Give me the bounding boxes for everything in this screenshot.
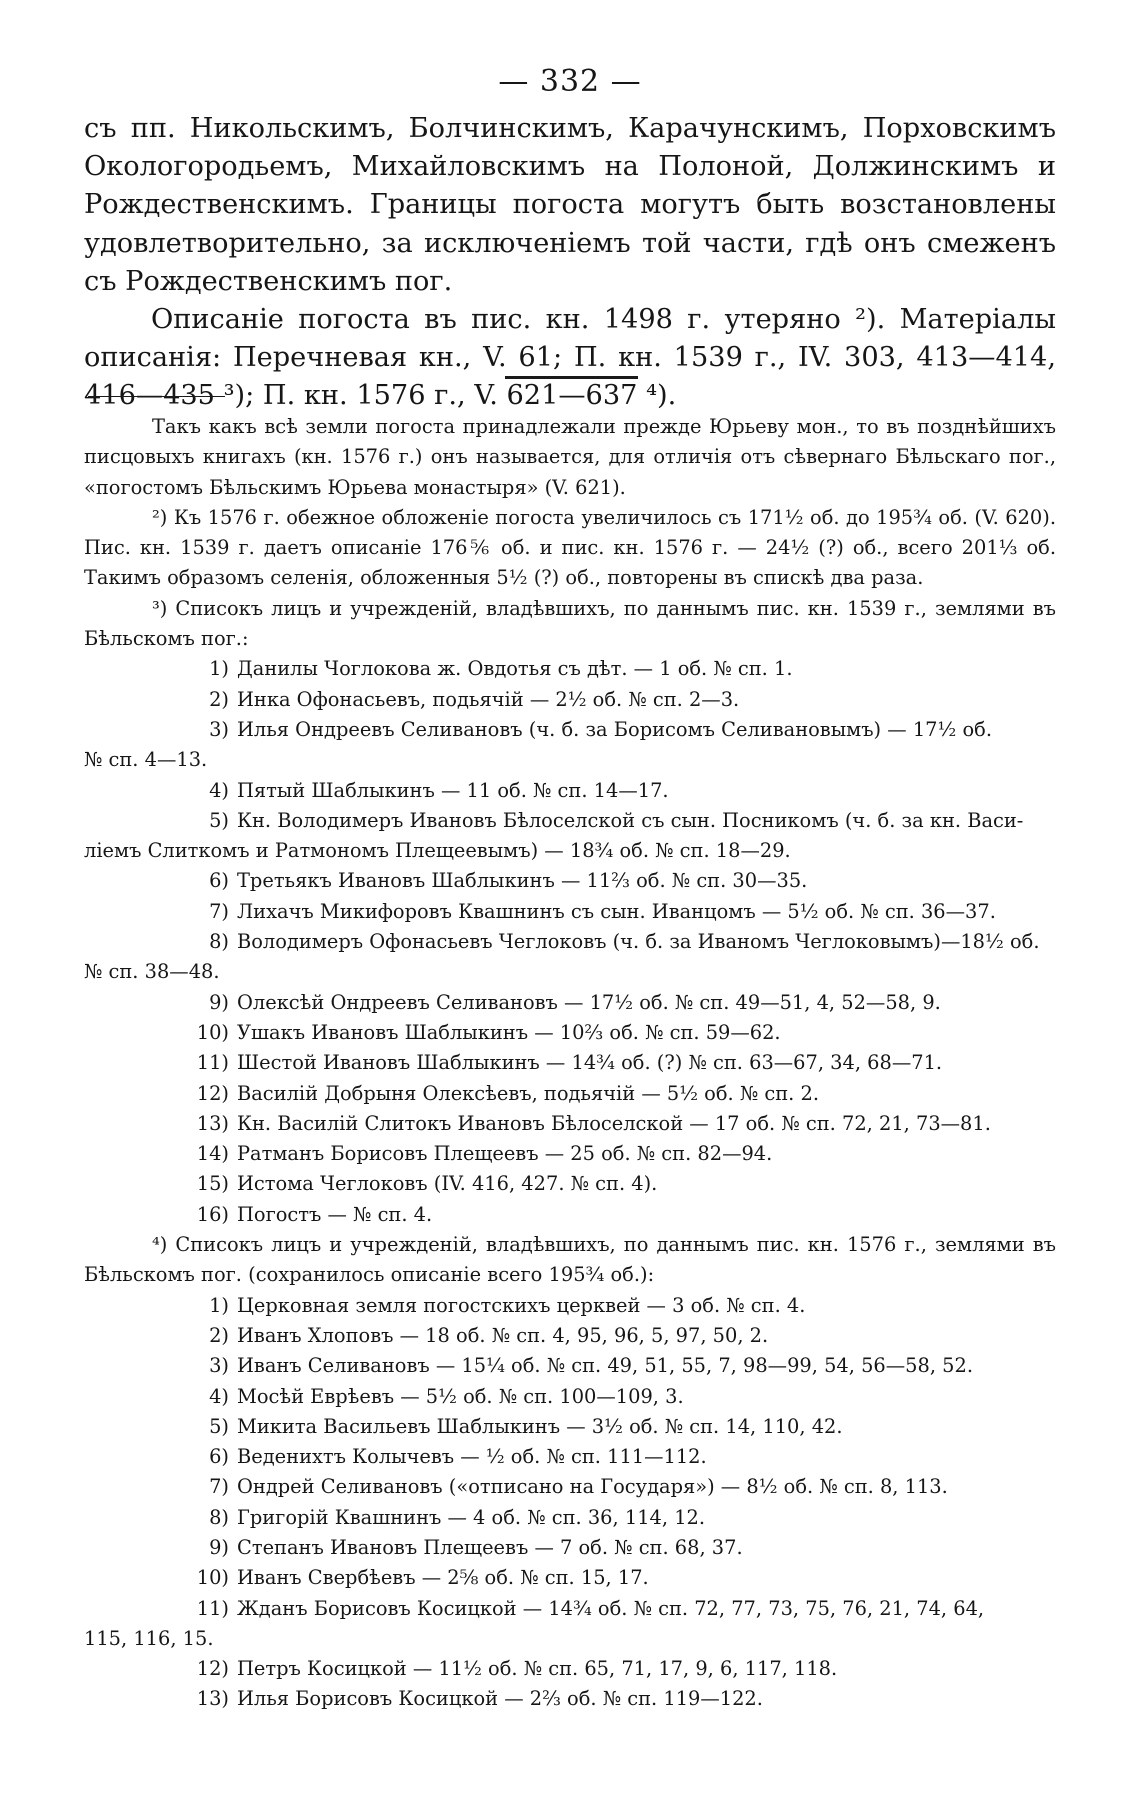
list-item [84,1200,1056,1230]
list-item-text: Илья Борисовъ Косицкой — 2⅔ об. № сп. 119—122. [237,1687,763,1711]
list-item-number: 6) [209,869,229,893]
list-item-number: 1) [209,1293,229,1317]
list-item-number: 8) [209,930,229,954]
list-item [84,776,1056,806]
list-item [84,1533,1056,1563]
list-item-number: 11) [196,1051,229,1075]
list-item-text: Шестой Ивановъ Шаблыкинъ — 14¾ об. (?) № сп. 63—67, 34, 68—71. [237,1051,943,1075]
list-item-text: Инка Офонасьевъ, подьячій — 2½ об. № сп. 2—3. [237,687,740,711]
list-item-number: 1) [209,657,229,681]
list-item-number: 7) [209,899,229,923]
list-item-number: 2) [209,687,229,711]
list-item-text: Третьякъ Ивановъ Шаблыкинъ — 11⅔ об. № сп. 30—35. [237,869,808,893]
list-item-text: Жданъ Борисовъ Косицкой — 14¾ об. № сп. 72, 77, 73, 75, 76, 21, 74, 64, [237,1596,985,1620]
list-item-number: 3) [209,717,229,741]
footnote-3-list [84,654,1056,1230]
list-item-number: 12) [196,1657,229,1681]
list-item [84,1321,1056,1351]
list-item-text: Иванъ Селивановъ — 15¼ об. № сп. 49, 51, 55, 7, 98—99, 54, 56—58, 52. [237,1354,973,1378]
list-item-number: 13) [196,1111,229,1135]
list-item-text: Степанъ Ивановъ Плещеевъ — 7 об. № сп. 68, 37. [237,1535,743,1559]
list-item [84,897,1056,927]
list-item-number: 16) [196,1202,229,1226]
list-item-text: Лихачъ Микифоровъ Квашнинъ съ сын. Иванцомъ — 5½ об. № сп. 36—37. [237,899,996,923]
list-item-text: Олексѣй Ондреевъ Селивановъ — 17½ об. № сп. 49—51, 4, 52—58, 9. [237,990,941,1014]
list-item-number: 12) [196,1081,229,1105]
list-item-number: 8) [209,1505,229,1529]
list-item-number: 3) [209,1354,229,1378]
list-item-text: Иванъ Свербѣевъ — 2⅝ об. № сп. 15, 17. [237,1566,649,1590]
list-item-number: 7) [209,1475,229,1499]
list-item [84,927,1056,957]
list-item [84,806,1056,836]
list-item-number: 11) [196,1596,229,1620]
list-item-text: Пятый Шаблыкинъ — 11 об. № сп. 14—17. [237,778,669,802]
list-item-text: Мосѣй Еврѣевъ — 5½ об. № сп. 100—109, 3. [237,1384,684,1408]
list-item [84,1654,1056,1684]
list-item [84,1291,1056,1321]
list-item-number: 10) [196,1020,229,1044]
list-item [84,685,1056,715]
list-item-text: Василій Добрыня Олексѣевъ, подьячій — 5½ об. № сп. 2. [237,1081,819,1105]
footnote-4-list [84,1291,1056,1715]
list-item-text: Кн. Василій Слитокъ Ивановъ Бѣлоселской — 17 об. № сп. 72, 21, 73—81. [237,1111,991,1135]
list-item [84,988,1056,1018]
list-item-text: Веденихтъ Колычевъ — ½ об. № сп. 111—112. [237,1445,707,1469]
list-item [84,1048,1056,1078]
section-divider [505,376,638,379]
list-item-text: Илья Ондреевъ Селивановъ (ч. б. за Борисомъ Селивановымъ) — 17½ об. [237,717,992,741]
list-item [84,654,1056,684]
list-item-number: 5) [209,808,229,832]
main-paragraph-2: Описаніе погоста въ пис. кн. 1498 г. утеряно ²). Матеріалы описанія: Перечневая кн., V. 61; П. кн. 1539 г., IV. 303, 413—414, 416—435 ³); П. кн. 1576 г., V. 621—637 ⁴). [84,304,1056,412]
list-item-text: Ондрей Селивановъ («отписано на Государя») — 8½ об. № сп. 8, 113. [237,1475,948,1499]
list-item-text: Петръ Косицкой — 11½ об. № сп. 65, 71, 17, 9, 6, 117, 118. [237,1657,838,1681]
list-item [84,1594,1056,1624]
list-item [84,1139,1056,1169]
list-item-continuation: № сп. 4—13. [84,748,208,772]
list-item [84,1079,1056,1109]
list-item-text: Погостъ — № сп. 4. [237,1202,433,1226]
list-item-text: Истома Чеглоковъ (IV. 416, 427. № сп. 4). [237,1172,658,1196]
list-item-number: 9) [209,1535,229,1559]
list-item-text: Володимеръ Офонасьевъ Чеглоковъ (ч. б. за Иваномъ Чеглоковымъ)—18½ об. [237,930,1040,954]
list-item [84,1018,1056,1048]
list-item [84,1472,1056,1502]
list-item-text: Церковная земля погостскихъ церквей — 3 об. № сп. 4. [237,1293,806,1317]
list-item-text: Данилы Чоглокова ж. Овдотья съ дѣт. — 1 об. № сп. 1. [237,657,793,681]
list-item-number: 5) [209,1414,229,1438]
footnotes [84,412,1056,1715]
list-item-number: 2) [209,1323,229,1347]
main-text [84,110,1056,416]
list-item-text: Микита Васильевъ Шаблыкинъ — 3½ об. № сп. 14, 110, 42. [237,1414,843,1438]
list-item-number: 9) [209,990,229,1014]
list-item-number: 4) [209,1384,229,1408]
list-item-text: Кн. Володимеръ Ивановъ Бѣлоселской съ сын. Посникомъ (ч. б. за кн. Васи- [237,808,1024,832]
list-item-continuation: 115, 116, 15. [84,1626,214,1650]
list-item [84,1503,1056,1533]
list-item-continuation: № сп. 38—48. [84,960,220,984]
list-item-continuation: ліемъ Слиткомъ и Ратмономъ Плещеевымъ) — 18¾ об. № сп. 18—29. [84,839,791,863]
list-item-number: 15) [196,1172,229,1196]
page-number: — 332 — [498,64,642,99]
footnote-rule [88,396,225,397]
footnote-2: ²) Къ 1576 г. обежное обложеніе погоста увеличилось съ 171½ об. до 195¾ об. (V. 620). Пис. кн. 1539 г. даетъ описаніе 176⅚ об. и пис. кн. 1576 г. — 24½ (?) об., всего 201⅓ об. Такимъ образомъ селенія, обложенныя 5½ (?) об., повторены въ спискѣ два раза. [84,505,1056,590]
footnote-3-intro: ³) Списокъ лицъ и учрежденій, владѣвшихъ, по даннымъ пис. кн. 1539 г., землями въ Бѣльскомъ пог.: [84,596,1056,651]
footnote-1: Такъ какъ всѣ земли погоста принадлежали прежде Юрьеву мон., то въ позднѣйшихъ писцовыхъ книгахъ (кн. 1576 г.) онъ называется, для отличія отъ сѣвернаго Бѣльскаго пог., «погостомъ Бѣльскимъ Юрьева монастыря» (V. 621). [84,415,1056,499]
list-item [84,866,1056,896]
list-item [84,1169,1056,1199]
list-item-number: 4) [209,778,229,802]
list-item-number: 10) [196,1566,229,1590]
list-item [84,1684,1056,1714]
list-item-text: Ратманъ Борисовъ Плещеевъ — 25 об. № сп. 82—94. [237,1142,773,1166]
list-item [84,1412,1056,1442]
list-item-text: Григорій Квашнинъ — 4 об. № сп. 36, 114, 12. [237,1505,706,1529]
list-item [84,1382,1056,1412]
list-item [84,1109,1056,1139]
list-item-text: Ушакъ Ивановъ Шаблыкинъ — 10⅔ об. № сп. 59—62. [237,1020,781,1044]
list-item [84,1563,1056,1593]
list-item-number: 13) [196,1687,229,1711]
list-item-text: Иванъ Хлоповъ — 18 об. № сп. 4, 95, 96, 5, 97, 50, 2. [237,1323,769,1347]
footnote-4-intro: ⁴) Списокъ лицъ и учрежденій, владѣвшихъ, по даннымъ пис. кн. 1576 г., землями въ Бѣльскомъ пог. (сохранилось описаніе всего 195¾ об.): [84,1233,1056,1287]
list-item-number: 6) [209,1445,229,1469]
list-item [84,715,1056,745]
list-item [84,1442,1056,1472]
list-item [84,1351,1056,1381]
list-item-number: 14) [196,1142,229,1166]
main-paragraph-1: съ пп. Никольскимъ, Болчинскимъ, Карачунскимъ, Порховскимъ Окологородьемъ, Михайловскимъ на Полоной, Должинскимъ и Рождественскимъ. Границы погоста могутъ быть возстановлены удовлетворительно, за исключеніемъ той части, гдѣ онъ смеженъ съ Рождественскимъ пог. [84,113,1056,297]
